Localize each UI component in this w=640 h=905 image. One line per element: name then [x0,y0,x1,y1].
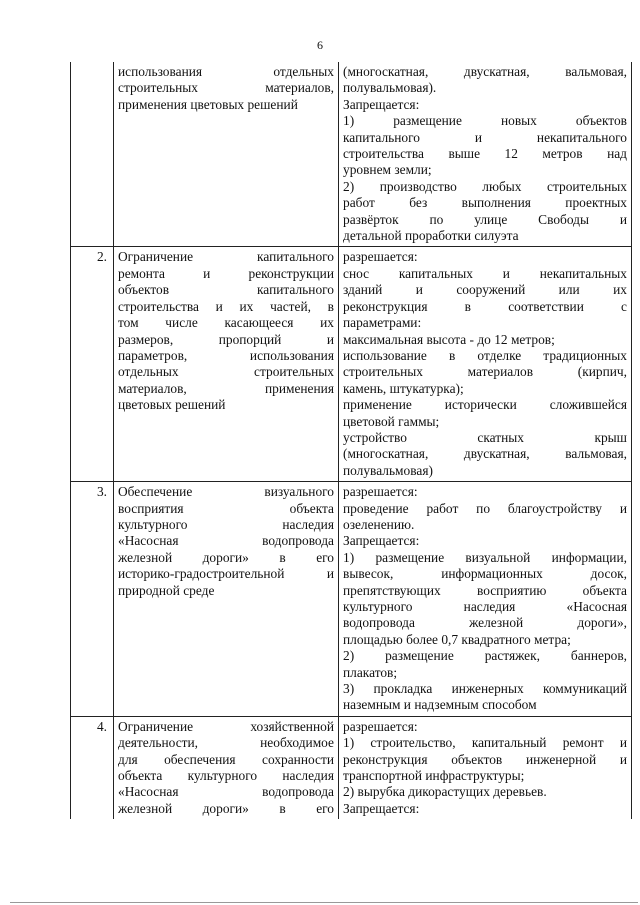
regulation-text-cell [339,247,632,482]
text-line: 2) размещение растяжек, баннеров, [343,648,627,664]
text-line: уровнем земли; [343,162,432,178]
restrictions-table [70,62,632,819]
text-line: объектов капитального [118,282,334,298]
text-line: (многоскатная, двускатная, вальмовая, [343,446,627,462]
text-line: историко-градостроительной и [118,566,334,582]
text-line: восприятия объекта [118,500,334,516]
text-line: Запрещается: [343,800,420,816]
text-line: 3) прокладка инженерных коммуникаций [343,681,627,697]
text-line: работ без выполнения проектных [343,195,627,211]
text-line: полувальмовая). [343,80,437,96]
text-line: применение исторически сложившейся [343,397,627,413]
text-line: 1) размещение визуальной информации, [343,549,627,565]
text-line: деятельности, необходимое [118,735,334,751]
text-line: снос капитальных и некапитальных [343,265,627,281]
text-line: том числе касающееся их [118,315,334,331]
text-line: реконструкция объектов инженерной и [343,751,627,767]
text-line: вывесок, информационных досок, [343,566,627,582]
restriction-description-cell [114,716,339,819]
text-line: проведение работ по благоустройству и [343,500,627,516]
page-bottom-divider [10,902,638,903]
row-number-cell: 3. [71,482,114,717]
text-line: реконструкция в соответствии с [343,298,627,314]
text-line: «Насосная водопровода [118,533,334,549]
text-line: Обеспечение визуального [118,484,334,500]
text-line: наземным и надземным способом [343,697,537,713]
table-row [71,62,632,247]
text-line: 1) строительство, капитальный ремонт и [343,735,627,751]
restriction-description-cell [114,247,339,482]
text-line: максимальная высота - до 12 метров; [343,331,555,347]
text-line: капитального и некапитального [343,129,627,145]
text-line: ремонта и реконструкции [118,265,334,281]
text-line: камень, штукатурка); [343,380,464,396]
text-line: 2) вырубка дикорастущих деревьев. [343,784,547,800]
text-line: объекта культурного наследия [118,768,334,784]
text-line: полувальмовая) [343,462,433,478]
text-line: цветовых решений [118,397,226,413]
text-line: разрешается: [343,249,418,265]
text-line: разрешается: [343,718,418,734]
text-line: строительных материалов (кирпич, [343,364,627,380]
table-row [71,247,632,482]
row-number-cell [71,62,114,247]
text-line: параметрами: [343,315,422,331]
text-line: культурного наследия [118,516,334,532]
text-line: цветовой гаммы; [343,413,440,429]
text-line: применения цветовых решений [118,96,298,112]
text-line: транспортной инфраструктуры; [343,768,525,784]
text-line: железной дороги» в его [118,549,334,565]
text-line: размеров, пропорций и [118,331,334,347]
row-number-cell: 2. [71,247,114,482]
text-line: природной среде [118,582,215,598]
text-line: параметров, использования [118,347,334,363]
text-line: препятствующих восприятию объекта [343,582,627,598]
regulation-text-cell [339,482,632,717]
text-line: плакатов; [343,664,398,680]
text-line: строительства выше 12 метров над [343,146,627,162]
text-line: строительства и их частей, в [118,298,334,314]
text-line: водопровода железной дороги», [343,615,627,631]
text-line: Ограничение хозяйственной [118,718,334,734]
table-row [71,482,632,717]
text-line: железной дороги» в его [118,800,334,816]
table-row [71,716,632,819]
text-line: детальной проработки силуэта [343,228,519,244]
regulation-text-cell [339,716,632,819]
page-number: 6 [317,38,323,52]
text-line: «Насосная водопровода [118,784,334,800]
text-line: озеленению. [343,516,415,532]
text-line: использования отдельных [118,64,334,79]
text-line: развёрток по улице Свободы и [343,211,627,227]
text-line: Запрещается: [343,96,420,112]
text-line: Ограничение капитального [118,249,334,265]
restriction-description-cell [114,482,339,717]
row-number-cell: 4. [71,716,114,819]
text-line: разрешается: [343,484,418,500]
text-line: строительных материалов, [118,80,334,96]
regulation-text-cell [339,62,632,247]
text-line: 1) размещение новых объектов [343,113,627,129]
text-line: устройство скатных крыш [343,429,627,445]
text-line: Запрещается: [343,533,420,549]
text-line: (многоскатная, двускатная, вальмовая, [343,64,627,79]
text-line: зданий и сооружений или их [343,282,627,298]
text-line: отдельных строительных [118,364,334,380]
text-line: культурного наследия «Насосная [343,599,627,614]
restriction-description-cell [114,62,339,247]
text-line: материалов, применения [118,380,334,396]
text-line: для обеспечения сохранности [118,751,334,767]
text-line: 2) производство любых строительных [343,178,627,194]
text-line: площадью более 0,7 квадратного метра; [343,631,571,647]
text-line: использование в отделке традиционных [343,347,627,363]
